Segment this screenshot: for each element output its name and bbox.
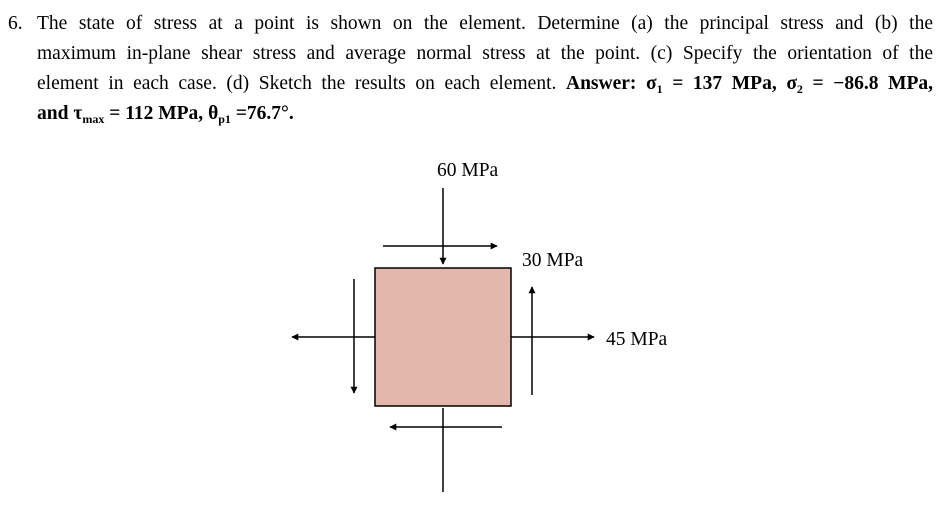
label-right-normal-stress: 45 MPa — [606, 329, 668, 350]
problem-line-3: element in each case. (d) Sketch the results on each element. Answer: $\sigma_1 = 137$ MPa, $\sigma_2 = -86.8$ MPa, — [37, 73, 934, 96]
answer-sigma1: $\sigma_1 = 137$ MPa, — [646, 73, 787, 96]
problem-number: 6. — [8, 13, 23, 34]
label-top-normal-stress: 60 MPa — [437, 160, 499, 181]
label-shear-stress: 30 MPa — [522, 250, 584, 271]
problem-line-1: 6. The state of stress at a point is shown on the element. Determine (a) the principal stress and (b) the — [8, 9, 933, 39]
stress-element — [375, 268, 511, 406]
answer-sigma2: $\sigma_2 = -86.8$ MPa, — [786, 73, 934, 96]
answer-tau-theta: and $\tau_{max} = 112$ MPa, $\theta_{p1} =76.7^\circ$. — [37, 103, 294, 126]
problem-line-2: maximum in-plane shear stress and average normal stress at the point. (c) Specify the orientation of the — [37, 43, 933, 64]
answer-label: Answer: — [565, 73, 637, 94]
